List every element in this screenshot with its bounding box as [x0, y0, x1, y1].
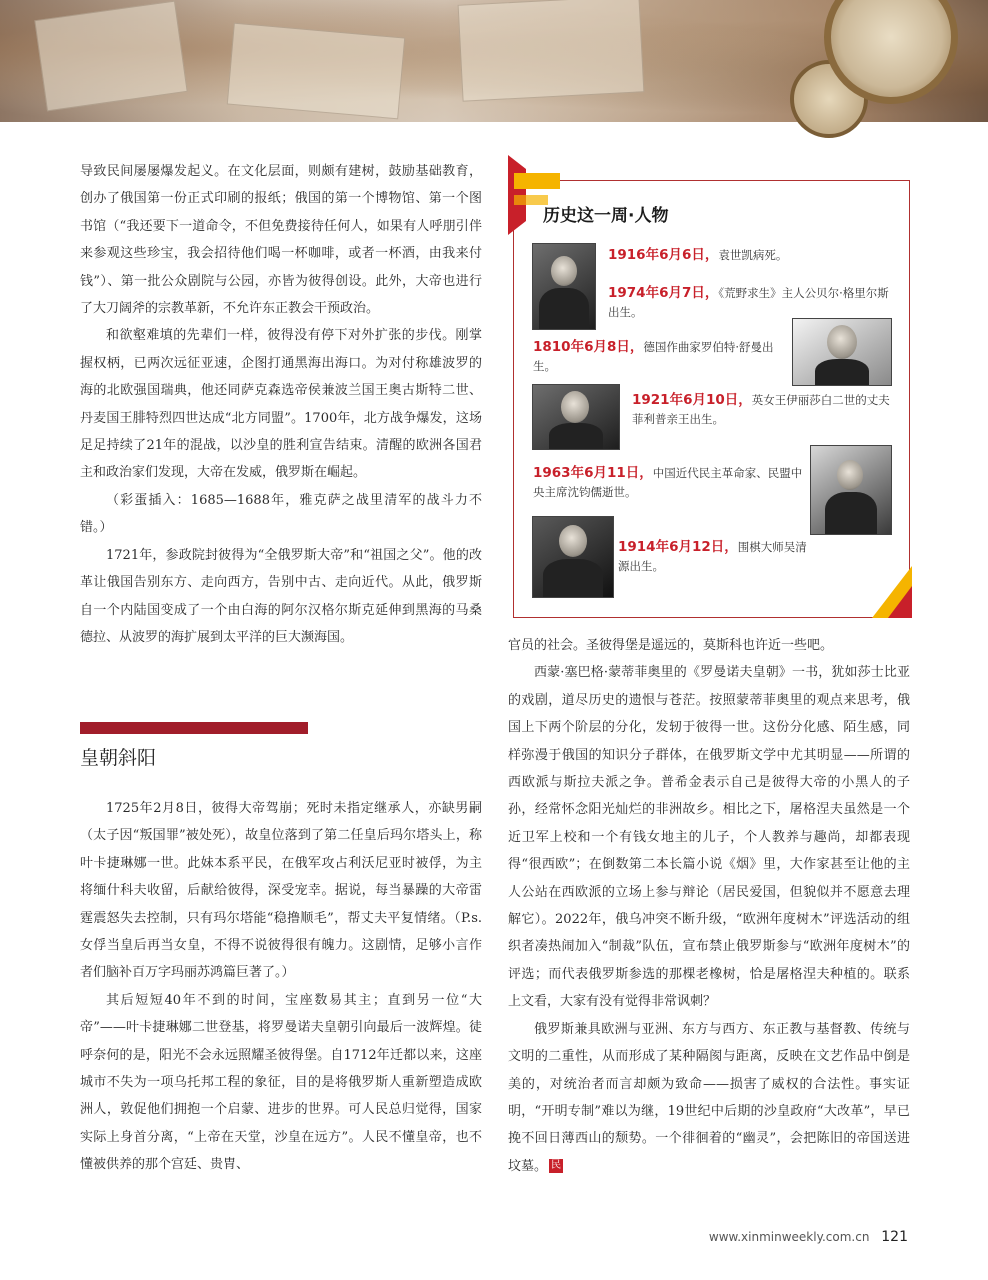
header-banner-image — [0, 0, 988, 122]
photo-shen-junru — [810, 445, 892, 535]
event-date: 1963年6月11日， — [533, 465, 653, 481]
sidebar-event — [533, 464, 803, 502]
event-text: 英女王伊丽莎白二世的丈夫菲利普亲王出生。 — [632, 393, 890, 426]
paragraph: 俄罗斯兼具欧洲与亚洲、东方与西方、东正教与基督教、传统与文明的二重性，从而形成了某种隔阂与距离，反映在文艺作品中倒是美的，对统治者而言却颇为致命——损害了威权的合法性。事实证明，“开明专制”难以为继，19世纪中后期的沙皇政府“大改革”，早已挽不回日薄西山的颓势。一个徘徊着的“幽灵”，会把陈旧的帝国送进坟墓。 民 — [508, 1021, 910, 1174]
page-number: 121 — [881, 1229, 908, 1245]
photo-prince-philip — [532, 384, 620, 450]
sidebar-event — [632, 391, 898, 429]
paragraph: 导致民间屡屡爆发起义。在文化层面，则颇有建树，鼓励基础教育，创办了俄国第一份正式印刷的报纸；俄国的第一个博物馆、第一个图书馆（“我还要下一道命令，不但免费接待任何人，如果有人呼朋引伴来参观这些珍宝，我会招待他们喝一杯咖啡，或者一杯酒，由我来付钱”）、第一批公众剧院与公园，亦皆为彼得创设。此外，大帝也进行了大刀阔斧的宗教革新，不允许东正教会干预政治。 — [80, 164, 482, 317]
end-mark-icon: 民 — [551, 1160, 562, 1172]
paragraph: 和欲壑难填的先辈们一样，彼得没有停下对外扩张的步伐。刚掌握权柄，已两次远征亚速，企图打通黑海出海口。为对付称雄波罗的海的北欧强国瑞典，他还同萨克森选帝侯兼波兰国王奥古斯特二世、丹麦国王腓特烈四世达成“北方同盟”。1700年，北方战争爆发，这场足足持续了21年的混战，以沙皇的胜利宣告结束。清醒的欧洲各国君主和政治家们发现，大帝在发威，俄罗斯在崛起。 — [80, 328, 482, 481]
event-date: 1914年6月12日， — [618, 539, 738, 555]
photo-wu-qingyuan — [532, 516, 614, 598]
event-date: 1974年6月7日， — [608, 285, 719, 301]
event-date: 1810年6月8日， — [533, 339, 644, 355]
sidebar-event — [618, 538, 818, 576]
event-text: 德国作曲家罗伯特·舒曼出生。 — [533, 340, 774, 373]
event-text: 围棋大师吴清源出生。 — [618, 540, 807, 573]
section-title: 皇朝斜阳 — [80, 747, 157, 769]
event-text: 《荒野求生》主人公贝尔·格里尔斯出生。 — [608, 286, 889, 319]
page-footer — [709, 1229, 908, 1245]
sidebar-event — [533, 338, 785, 376]
footer-url[interactable]: www.xinminweekly.com.cn — [708, 1230, 870, 1244]
paragraph: （彩蛋插入：1685—1688年，雅克萨之战里清军的战斗力不错。） — [80, 492, 482, 536]
paragraph: 1721年，参政院封彼得为“全俄罗斯大帝”和“祖国之父”。他的改革让俄国告别东方、走向西方，告别中古、走向近代。从此，俄罗斯自一个内陆国变成了一个由白海的阿尔汉格尔斯克延伸到黑海的马桑德拉、从波罗的海扩展到太平洋的巨大濒海国。 — [80, 547, 482, 645]
sidebar-event — [608, 246, 898, 265]
paragraph: 西蒙·塞巴格·蒙蒂菲奥里的《罗曼诺夫皇朝》一书，犹如莎士比亚的戏剧，道尽历史的遗恨与苍茫。按照蒙蒂菲奥里的观点来思考，俄国上下两个阶层的分化，发轫于彼得一世。这份分化感、陌生感，同样弥漫于俄国的知识分子群体，在俄罗斯文学中尤其明显——所谓的西欧派与斯拉夫派之争。普希金表示自己是彼得大帝的小黑人的子孙，经常怀念阳光灿烂的非洲故乡。相比之下，屠格涅夫虽然是一个近卫军上校和一个有钱女地主的儿子，个人教养与趣尚，却都表现得“很西欧”；在倒数第二本长篇小说《烟》里，大作家甚至让他的主人公站在西欧派的立场上参与辩论（居民爱国，但貌似并不愿意去理解它）。2022年，俄乌冲突不断升级，“欧洲年度树木”评选活动的组织者凑热闹加入“制裁”队伍，宣布禁止俄罗斯参与“欧洲年度树木”的评选；而代表俄罗斯参选的那棵老橡树，恰是屠格涅夫种植的。联系上文看，大家有没有觉得非常讽刺？ — [508, 665, 910, 1010]
event-date: 1921年6月10日， — [632, 392, 752, 408]
event-text: 中国近代民主革命家、民盟中央主席沈钧儒逝世。 — [533, 466, 803, 499]
section-divider-bar — [80, 722, 308, 734]
article-right-column — [508, 632, 910, 1180]
article-left-column-bottom — [80, 795, 482, 1179]
photo-yuan-shikai — [532, 243, 596, 330]
paragraph: 1725年2月8日，彼得大帝驾崩；死时未指定继承人，亦缺男嗣（太子因“叛国罪”被处死），故皇位落到了第二任皇后玛尔塔头上，称叶卡捷琳娜一世。此妹本系平民，在俄军攻占利沃尼亚时被俘，为主将缅什科夫收留，后献给彼得，深受宠幸。据说，每当暴躁的大帝雷霆震怒失去控制，只有玛尔塔能“稳撸顺毛”，帮丈夫平复情绪。（P.s. 女俘当皇后再当女皇，不得不说彼得很有魄力。这剧情，足够小言作者们脑补百万字玛丽苏鸿篇巨著了。） — [80, 801, 482, 981]
event-text: 袁世凯病死。 — [718, 248, 788, 262]
photo-schumann — [792, 318, 892, 386]
sidebar-event — [608, 284, 898, 322]
paragraph: 其后短短40年不到的时间，宝座数易其主；直到另一位“大帝”——叶卡捷琳娜二世登基，将罗曼诺夫皇朝引向最后一波辉煌。徒呼奈何的是，阳光不会永远照耀圣彼得堡。自1712年迁都以来，这座城市不失为一项乌托邦工程的象征，目的是将俄罗斯人重新塑造成欧洲人，敦促他们拥抱一个启蒙、进步的世界。可人民总归觉得，国家实际上身首分离，“上帝在天堂，沙皇在远方”。人民不懂皇帝，也不懂被供养的那个宫廷、贵胄、 — [80, 992, 482, 1173]
article-left-column-top — [80, 158, 482, 651]
sidebar-title: 历史这一周·人物 — [543, 206, 669, 226]
event-date: 1916年6月6日， — [608, 247, 719, 263]
sidebar-corner-decoration — [872, 566, 912, 618]
paragraph: 官员的社会。圣彼得堡是遥远的，莫斯科也许近一些吧。 — [508, 638, 834, 653]
